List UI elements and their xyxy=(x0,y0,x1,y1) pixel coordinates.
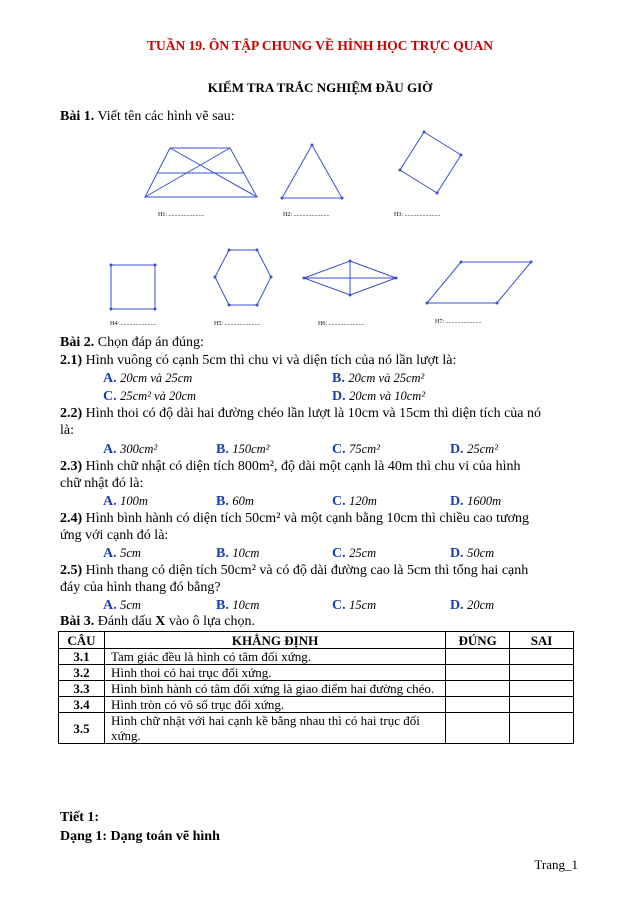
answer-true-cell[interactable] xyxy=(446,665,510,681)
table-row: 3.5 Hình chữ nhật với hai cạnh kề bằng nhau thì có hai trục đối xứng. xyxy=(59,713,574,744)
question-2-5 xyxy=(60,563,528,579)
table-row: 3.2 Hình thoi có hai trục đối xứng. xyxy=(59,665,574,681)
trapezoid-figure xyxy=(145,148,257,197)
option-d: D. 25cm² xyxy=(450,442,498,457)
option-b: B. 10cm xyxy=(216,546,260,561)
dang-heading: Dạng 1: Dạng toán vẽ hình xyxy=(60,829,220,844)
figure-label-h4: H4: ........................ xyxy=(110,321,157,327)
answer-true-cell[interactable] xyxy=(446,697,510,713)
option-d: D. 1600m xyxy=(450,494,502,509)
header-khang-dinh: KHẲNG ĐỊNH xyxy=(104,632,445,649)
question-text: Hình vuông có cạnh 5cm thì chu vi và diện tích của nó lần lượt là: xyxy=(82,353,457,368)
option-d: D. 50cm xyxy=(450,546,495,561)
question-number: 2.2) xyxy=(60,406,83,421)
answer-false-cell[interactable] xyxy=(510,649,574,665)
option-c: C. 25cm xyxy=(332,546,377,561)
answer-false-cell[interactable] xyxy=(510,697,574,713)
table-row: 3.3 Hình bình hành có tâm đối xứng là giao điểm hai đường chéo. xyxy=(59,681,574,697)
question-number: 2.1) xyxy=(60,353,83,368)
answer-false-cell[interactable] xyxy=(510,681,574,697)
question-2-2-cont: là: xyxy=(60,423,74,438)
answer-true-cell[interactable] xyxy=(446,649,510,665)
question-text: Hình bình hành có diện tích 50cm² và một cạnh bằng 10cm thì chiều cao tương xyxy=(82,511,530,526)
option-c: C. 15cm xyxy=(332,598,377,613)
question-text: Hình chữ nhật có diện tích 800m², độ dài một cạnh là 40m thì chu vi của hình xyxy=(82,459,521,474)
figure-label-h1: H1: ........................ xyxy=(158,212,205,218)
tiet-heading: Tiết 1: xyxy=(60,810,100,825)
option-b: B. 150cm² xyxy=(216,442,270,457)
figure-label-h2: H2: ........................ xyxy=(283,212,330,218)
triangle-figure xyxy=(281,144,344,200)
option-a: A. 100m xyxy=(103,494,148,509)
question-number: 2.4) xyxy=(60,511,83,526)
question-2-5-cont: đáy của hình thang đó bằng? xyxy=(60,580,221,595)
option-c: C. 75cm² xyxy=(332,442,380,457)
bai1-heading xyxy=(60,109,235,125)
question-2-2 xyxy=(60,406,541,422)
bai1-text: Viết tên các hình vẽ sau: xyxy=(94,109,235,124)
question-2-1 xyxy=(60,353,456,369)
question-2-3-cont: chữ nhật đó là: xyxy=(60,476,144,491)
header-dung: ĐÚNG xyxy=(446,632,510,649)
option-c: C. 25cm² và 20cm xyxy=(103,389,197,404)
hexagon-figure xyxy=(214,249,273,307)
option-c: C. 120m xyxy=(332,494,377,509)
option-d: D. 20cm xyxy=(450,598,495,613)
figure-label-h6: H6: ........................ xyxy=(318,321,365,327)
page-title: TUẦN 19. ÔN TẬP CHUNG VỀ HÌNH HỌC TRỰC QUAN xyxy=(146,38,494,53)
bai2-heading xyxy=(60,335,204,351)
bai1-label: Bài 1. xyxy=(60,109,95,124)
bai3-heading: Bài 3. Đánh dấu X vào ô lựa chọn. xyxy=(60,614,256,629)
figure-label-h7: H7: ........................ xyxy=(435,319,482,325)
parallelogram-figure xyxy=(426,261,533,305)
rhombus-figure xyxy=(303,260,398,297)
answer-true-cell[interactable] xyxy=(446,681,510,697)
geometry-figures xyxy=(0,125,640,340)
true-false-table xyxy=(58,631,574,744)
page-number: Trang_1 xyxy=(534,857,578,872)
option-a: A. 5cm xyxy=(103,598,141,613)
header-cau: CÂU xyxy=(59,632,105,649)
table-row: 3.4 Hình tròn có vô số trục đối xứng. xyxy=(59,697,574,713)
option-a: A. 300cm² xyxy=(103,442,158,457)
rectangle-figure xyxy=(110,264,157,311)
question-2-4 xyxy=(60,511,529,527)
option-b: B. 20cm và 25cm² xyxy=(332,371,425,386)
page-subtitle: KIỂM TRA TRẮC NGHIỆM ĐẦU GIỜ xyxy=(207,80,433,95)
question-number: 2.5) xyxy=(60,563,83,578)
square-figure xyxy=(399,131,463,195)
figure-label-h5: H5: ........................ xyxy=(214,321,261,327)
bai3-label: Bài 3. xyxy=(60,614,95,629)
option-a: A. 5cm xyxy=(103,546,141,561)
question-text: Hình thang có diện tích 50cm² và có độ dài đường cao là 5cm thì tổng hai cạnh xyxy=(82,563,529,578)
option-b: B. 60m xyxy=(216,494,254,509)
table-header-row xyxy=(59,632,574,649)
option-b: B. 10cm xyxy=(216,598,260,613)
question-text: Hình thoi có độ dài hai đường chéo lần lượt là 10cm và 15cm thì diện tích của nó xyxy=(82,406,541,421)
answer-false-cell[interactable] xyxy=(510,665,574,681)
question-2-3 xyxy=(60,459,520,475)
question-number: 2.3) xyxy=(60,459,83,474)
question-2-4-cont: ứng với cạnh đó là: xyxy=(60,528,169,543)
answer-true-cell[interactable] xyxy=(446,713,510,744)
answer-false-cell[interactable] xyxy=(510,713,574,744)
option-a: A. 20cm và 25cm xyxy=(103,371,193,386)
bai2-text: Chọn đáp án đúng: xyxy=(94,335,204,350)
figure-label-h3: H3: ........................ xyxy=(394,212,441,218)
option-d: D. 20cm và 10cm² xyxy=(332,389,426,404)
header-sai: SAI xyxy=(510,632,574,649)
bai2-label: Bài 2. xyxy=(60,335,95,350)
table-row: 3.1 Tam giác đều là hình có tâm đối xứng. xyxy=(59,649,574,665)
